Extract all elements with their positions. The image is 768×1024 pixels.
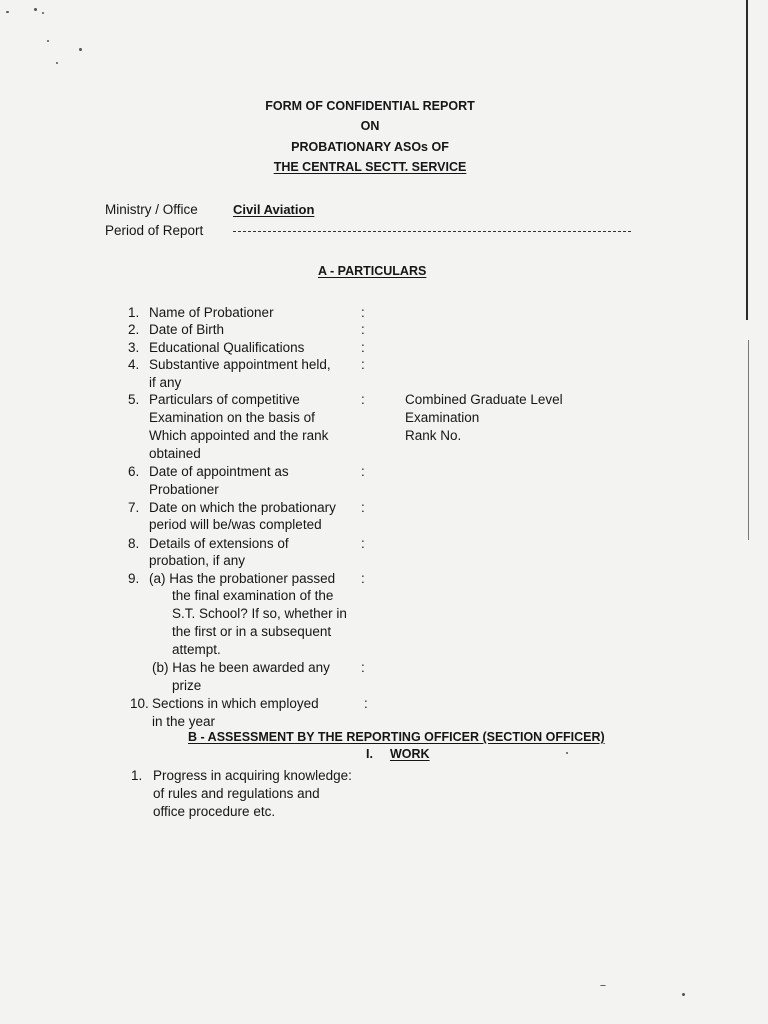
scan-speck (47, 40, 49, 42)
item-label: the first or in a subsequent (172, 624, 332, 639)
item-number: 6. (128, 464, 140, 479)
item-label: Probationer (149, 482, 219, 497)
item-answer: Rank No. (405, 428, 462, 443)
scan-speck (600, 985, 606, 986)
item-colon: : (361, 464, 365, 479)
item-number: 9. (128, 571, 140, 586)
item-label: prize (172, 678, 202, 693)
item-label: Name of Probationer (149, 305, 274, 320)
period-dashed-line (233, 231, 631, 232)
item-label: Educational Qualifications (149, 340, 305, 355)
item-colon: : (361, 571, 365, 586)
section-b-heading: B - ASSESSMENT BY THE REPORTING OFFICER (SECTION OFFICER) (188, 730, 605, 744)
item-label: Substantive appointment held, (149, 357, 331, 372)
item-colon: : (361, 305, 365, 320)
item-label: S.T. School? If so, whether in (172, 606, 347, 621)
item-label: office procedure etc. (153, 804, 276, 819)
item-colon: : (361, 536, 365, 551)
item-label: Progress in acquiring knowledge: (153, 768, 352, 783)
ministry-label: Ministry / Office (105, 202, 198, 217)
period-label: Period of Report (105, 223, 204, 238)
item-label: Date on which the probationary (149, 500, 336, 515)
scan-speck (79, 48, 82, 51)
scan-speck (34, 8, 37, 11)
item-label: Sections in which employed (152, 696, 319, 711)
item-number: 3. (128, 340, 140, 355)
item-label: period will be/was completed (149, 517, 322, 532)
item-number: 5. (128, 392, 140, 407)
scan-speck (6, 11, 9, 13)
item-label: obtained (149, 446, 201, 461)
item-colon: : (364, 696, 368, 711)
scan-edge-line (748, 340, 749, 540)
item-number: 7. (128, 500, 140, 515)
item-number: 4. (128, 357, 140, 372)
item-label: in the year (152, 714, 216, 729)
item-colon: : (361, 340, 365, 355)
item-colon: : (361, 500, 365, 515)
item-label: Which appointed and the rank (149, 428, 329, 443)
item-label: of rules and regulations and (153, 786, 320, 801)
item-colon: : (361, 357, 365, 372)
item-colon: : (361, 322, 365, 337)
item-label: Examination on the basis of (149, 410, 315, 425)
form-title-on: ON (360, 119, 380, 133)
item-label: Details of extensions of (149, 536, 289, 551)
item-answer: Combined Graduate Level (405, 392, 563, 407)
item-label: Date of appointment as (149, 464, 289, 479)
item-number: 1. (131, 768, 143, 783)
item-label: the final examination of the (172, 588, 334, 603)
scan-speck (566, 752, 568, 754)
item-label: (b) Has he been awarded any (152, 660, 330, 675)
item-label: attempt. (172, 642, 221, 657)
scan-edge-line (746, 0, 748, 320)
item-colon: : (361, 392, 365, 407)
item-number: 2. (128, 322, 140, 337)
ministry-value: Civil Aviation (233, 202, 315, 217)
item-label: if any (149, 375, 182, 390)
item-number: 8. (128, 536, 140, 551)
item-number: 10. (130, 696, 149, 711)
form-service-title: THE CENTRAL SECTT. SERVICE (273, 160, 467, 174)
form-title: FORM OF CONFIDENTIAL REPORT (265, 99, 475, 113)
item-number: 1. (128, 305, 140, 320)
scan-speck (42, 12, 44, 14)
section-a-heading: A - PARTICULARS (318, 264, 427, 278)
scan-speck (682, 993, 685, 996)
item-label: (a) Has the probationer passed (149, 571, 336, 586)
item-label: probation, if any (149, 553, 246, 568)
form-subtitle: PROBATIONARY ASOs OF (291, 140, 449, 154)
scan-speck (56, 62, 58, 64)
item-answer: Examination (405, 410, 480, 425)
work-subsection-number: I. (366, 747, 373, 761)
item-label: Date of Birth (149, 322, 225, 337)
item-label: Particulars of competitive (149, 392, 300, 407)
work-subsection-heading: WORK (390, 747, 430, 761)
item-colon: : (361, 660, 365, 675)
